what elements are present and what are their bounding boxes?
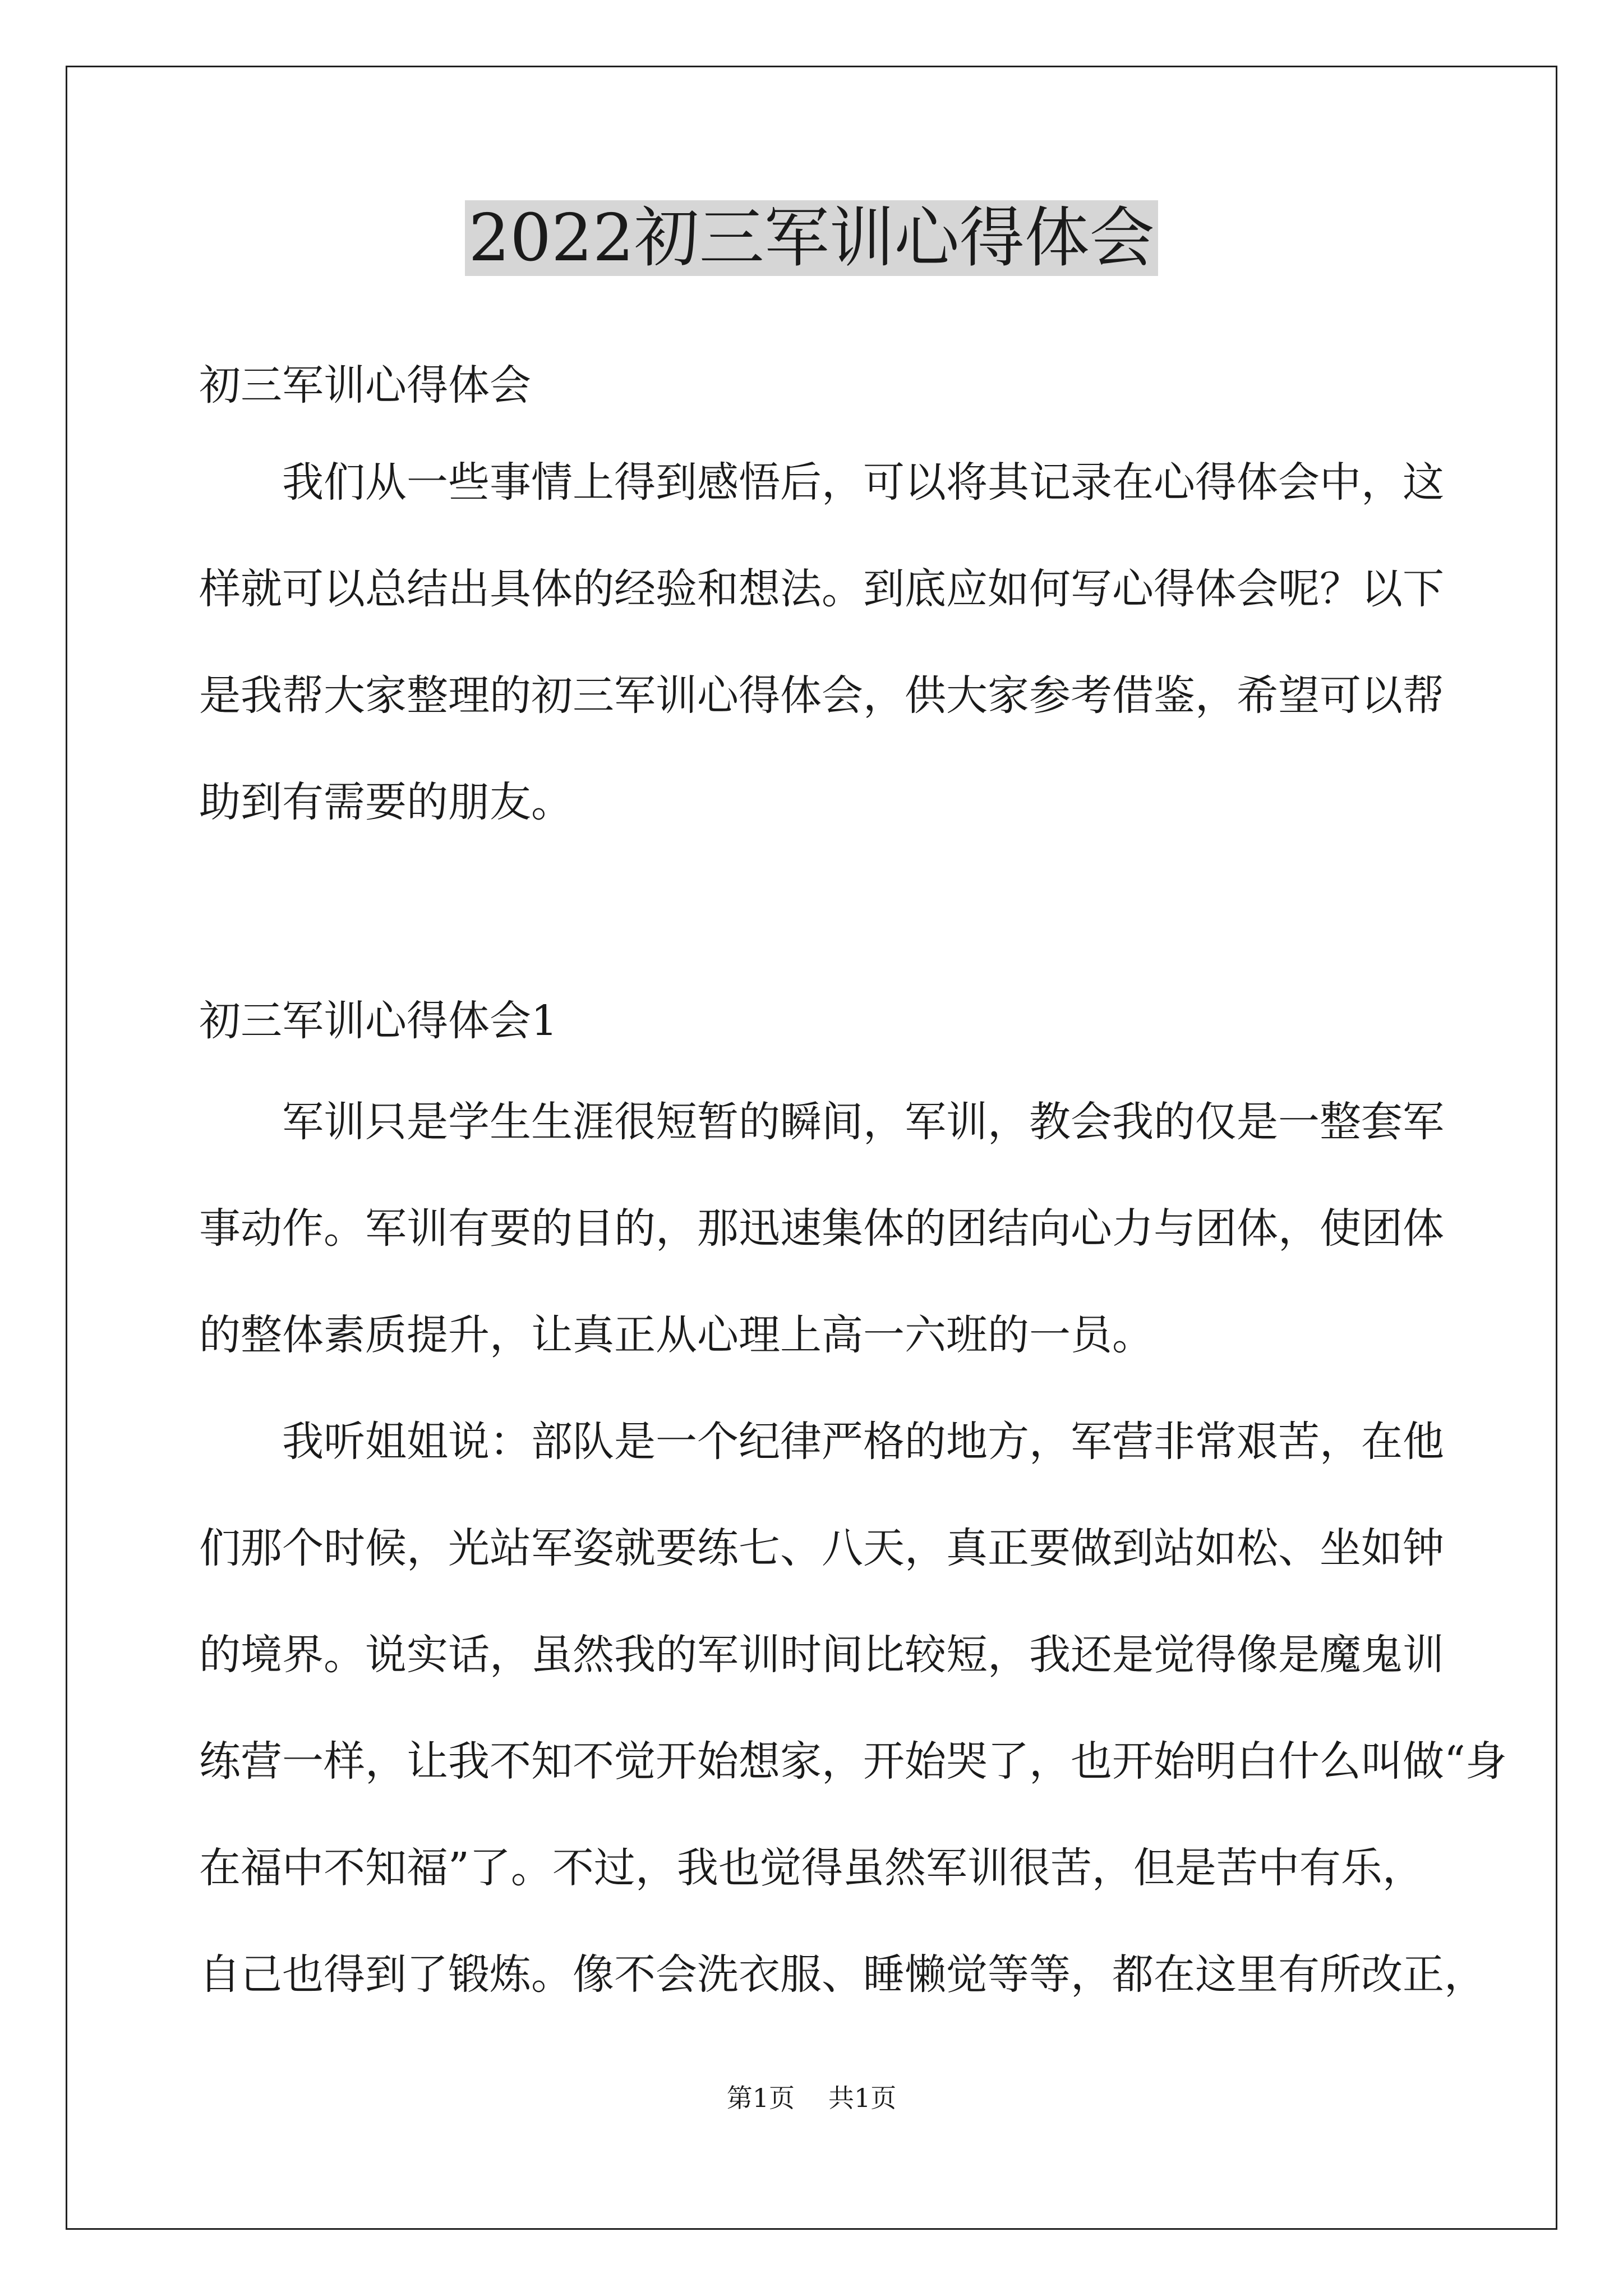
para2-line-1: 我听姐姐说：部队是一个纪律严格的地方，军营非常艰苦，在他 <box>282 1418 1444 1466</box>
intro-line-2: 样就可以总结出具体的经验和想法。到底应如何写心得体会呢？以下 <box>199 565 1444 613</box>
page-number: 第1页 <box>726 2083 795 2113</box>
para2-line-4: 练营一样，让我不知不觉开始想家，开始哭了，也开始明白什么叫做“身 <box>199 1737 1507 1786</box>
intro-line-4: 助到有需要的朋友。 <box>199 778 573 826</box>
para2-line-2: 们那个时候，光站军姿就要练七、八天，真正要做到站如松、坐如钟 <box>199 1524 1444 1572</box>
page-footer <box>0 2081 1623 2115</box>
intro-line-3: 是我帮大家整理的初三军训心得体会，供大家参考借鉴，希望可以帮 <box>199 671 1444 720</box>
section-heading: 初三军训心得体会1 <box>199 997 558 1045</box>
intro-line-1: 我们从一些事情上得到感悟后，可以将其记录在心得体会中，这 <box>282 458 1444 507</box>
document-title-text: 2022初三军训心得体会 <box>465 200 1158 276</box>
page-total: 共1页 <box>828 2083 897 2113</box>
para2-line-3: 的境界。说实话，虽然我的军训时间比较短，我还是觉得像是魔鬼训 <box>199 1631 1444 1679</box>
document-title <box>0 199 1623 278</box>
para1-line-3: 的整体素质提升，让真正从心理上高一六班的一员。 <box>199 1311 1154 1359</box>
para1-line-2: 事动作。军训有要的目的，那迅速集体的团结向心力与团体，使团体 <box>199 1204 1444 1253</box>
document-subtitle: 初三军训心得体会 <box>199 361 531 409</box>
para2-line-6: 自己也得到了锻炼。像不会洗衣服、睡懒觉等等，都在这里有所改正， <box>199 1950 1486 1999</box>
para1-line-1: 军训只是学生生涯很短暂的瞬间，军训，教会我的仅是一整套军 <box>282 1098 1444 1146</box>
para2-line-5: 在福中不知福”了。不过，我也觉得虽然军训很苦，但是苦中有乐， <box>199 1844 1424 1892</box>
